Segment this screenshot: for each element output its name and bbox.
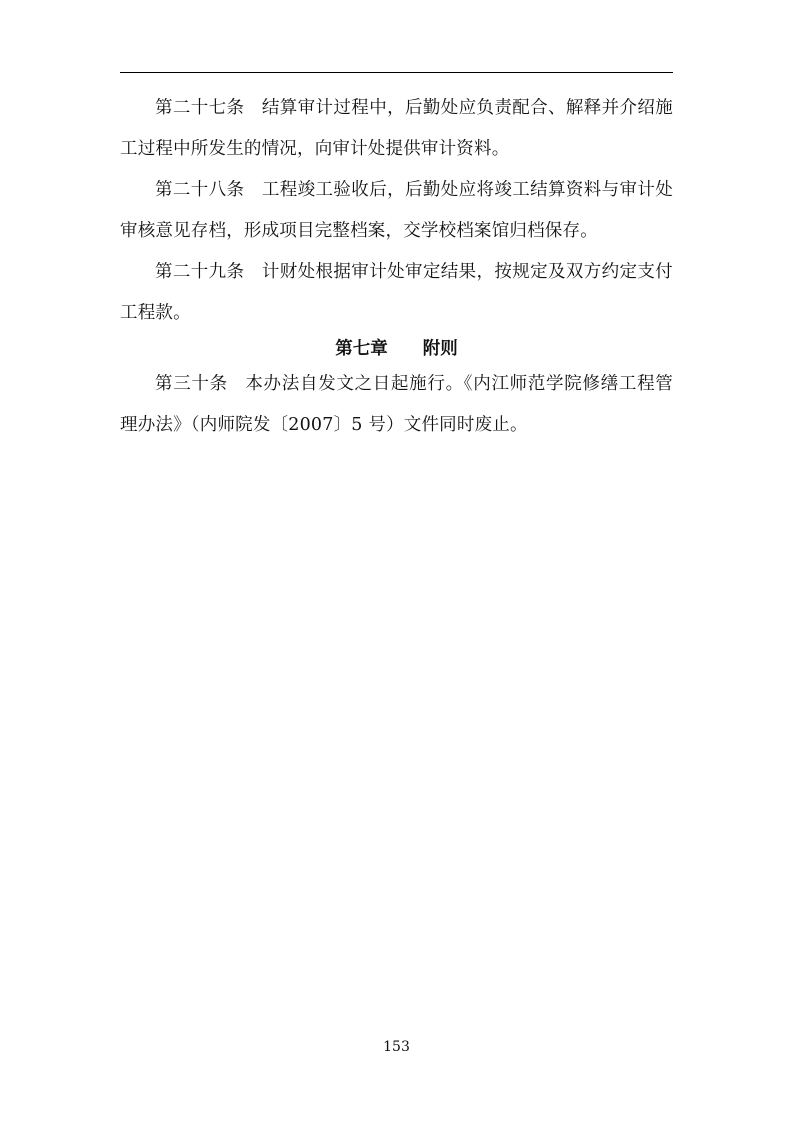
article-text: 本办法自发文之日起施行。《内江师范学院修缮工程管理办法》（内师院发〔2007〕5 号）文件同时废止。 — [120, 374, 673, 435]
chapter-title: 附则 — [422, 339, 458, 359]
article-number: 第二十七条 — [155, 98, 245, 118]
article-text: 结算审计过程中，后勤处应负责配合、解释并介绍施工过程中所发生的情况，向审计处提供审计资料。 — [120, 98, 673, 159]
document-body — [120, 88, 673, 446]
chapter-number: 第七章 — [335, 339, 388, 359]
article-30 — [120, 364, 673, 446]
article-29 — [120, 252, 673, 334]
chapter-heading — [120, 334, 673, 364]
page-number: 153 — [383, 1039, 410, 1055]
article-text: 工程竣工验收后，后勤处应将竣工结算资料与审计处审核意见存档，形成项目完整档案，交学校档案馆归档保存。 — [120, 180, 673, 241]
article-number: 第三十条 — [155, 374, 228, 394]
article-number: 第二十八条 — [155, 180, 245, 200]
header-rule — [120, 72, 673, 73]
article-number: 第二十九条 — [155, 262, 245, 282]
article-text: 计财处根据审计处审定结果，按规定及双方约定支付工程款。 — [120, 262, 673, 323]
article-28 — [120, 170, 673, 252]
article-27 — [120, 88, 673, 170]
